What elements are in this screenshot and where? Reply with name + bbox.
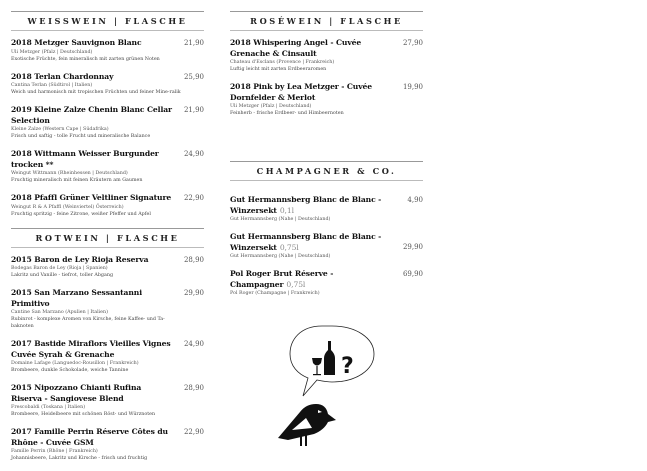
wine-name: 2018 Pink by Lea Metzger - Cuvée Dornfelder & Merlot xyxy=(230,82,372,102)
wine-item xyxy=(11,383,204,418)
wine-name: 2017 Famille Perrin Réserve Côtes du Rhône - Cuvée GSM xyxy=(11,427,168,447)
bird-speech-bubble-graphic xyxy=(270,318,410,451)
wine-price: 24,90 xyxy=(183,340,204,348)
wine-price: 27,90 xyxy=(402,39,423,47)
wine-price: 19,90 xyxy=(402,83,423,91)
rose-section xyxy=(230,11,423,126)
wine-item xyxy=(11,149,204,184)
wine-item xyxy=(11,339,204,374)
wine-producer: Cantine San Marzano (Apulien | Italien) xyxy=(11,310,108,315)
wine-producer: Bodegas Baron de Ley (Rioja | Spanien) xyxy=(11,266,108,271)
wine-description: Brombeere, dunkle Schokolade, weiche Tannine xyxy=(11,368,129,373)
section-header-champagner: CHAMPAGNER & CO. xyxy=(230,161,423,181)
wine-item xyxy=(230,82,423,117)
wine-name: 2018 Wittmann Weisser Burgunder trocken ** xyxy=(11,149,159,169)
champagner-section xyxy=(230,161,423,306)
wine-name: 2015 Baron de Ley Rioja Reserva xyxy=(11,254,149,264)
wine-volume: 0,1l xyxy=(279,205,294,215)
wine-description: Exotische Früchte, fein mineralisch mit zarten grünen Noten xyxy=(11,56,160,62)
question-mark-icon: ? xyxy=(341,354,354,379)
wine-producer: Famille Perrin (Rhône | Frankreich) xyxy=(11,449,98,454)
wine-description: Brombeere, Heidelbeere mit schönen Röst- und Würznoten xyxy=(11,412,156,417)
wine-price: 69,90 xyxy=(402,270,423,278)
wine-item xyxy=(11,105,204,140)
wine-item xyxy=(230,38,423,73)
section-header-rotwein: ROTWEIN | FLASCHE xyxy=(11,228,204,248)
wine-producer: Frescobaldi (Toskana | Italien) xyxy=(11,405,86,410)
wine-name: 2018 Whispering Angel - Cuvée Grenache & Cinsault xyxy=(230,38,362,58)
wine-name: 2019 Kleine Zalze Chenin Blanc Cellar Selection xyxy=(11,105,172,125)
wine-price: 4,90 xyxy=(407,196,423,204)
wine-description: Lakritz und Vanille - tiefrot, toller Abgang xyxy=(11,273,114,278)
wine-name: Gut Hermannsberg Blanc de Blanc - Winzersekt 0,1l xyxy=(230,195,382,215)
wine-name: 2017 Bastide Miraflors Vieilles Vignes Cuvée Syrah & Grenache xyxy=(11,339,171,359)
wine-description: Feinherb - frische Erdbeer- und Himbeernoten xyxy=(230,111,344,116)
wine-item xyxy=(11,72,204,97)
wine-name: Gut Hermannsberg Blanc de Blanc - Winzersekt 0,75l xyxy=(230,232,382,252)
bird-icon xyxy=(270,318,410,451)
wine-item xyxy=(230,269,423,297)
wine-description: Luftig leicht mit zarten Erdbeeraromen xyxy=(230,67,327,72)
wine-description: Rubinrot - komplexe Aromen von Kirsche, feine Kaffee- und Ta-baknoten xyxy=(11,317,165,329)
wine-producer: Weingut Wittmann (Rheinhessen | Deutschland) xyxy=(11,171,128,176)
wine-price: 24,90 xyxy=(183,150,204,158)
wine-description: Weich und harmonisch mit tropischen Früchten und feiner Mine-ralik xyxy=(11,90,181,95)
wine-price: 25,90 xyxy=(183,72,204,81)
wine-producer: Uli Metzger (Pfalz | Deutschland) xyxy=(230,104,312,109)
wine-price: 22,90 xyxy=(183,194,204,202)
wine-price: 29,90 xyxy=(402,243,423,251)
wine-producer: Kleine Zalze (Western Cape | Südafrika) xyxy=(11,127,109,132)
wine-volume: 0,75l xyxy=(279,242,299,252)
wine-producer: Gut Hermannsberg (Nahe | Deutschland) xyxy=(230,217,331,222)
wine-price: 28,90 xyxy=(183,255,204,264)
wine-item xyxy=(11,193,204,218)
wine-producer: Cantina Terlan (Südtirol | Italien) xyxy=(11,83,93,88)
wine-item xyxy=(11,427,204,462)
wine-volume: 0,75l xyxy=(286,279,306,289)
wine-item xyxy=(11,38,204,63)
wine-producer: Pol Roger (Champagne | Frankreich) xyxy=(230,291,320,296)
wine-producer: Gut Hermannsberg (Nahe | Deutschland) xyxy=(230,254,331,259)
left-column xyxy=(11,11,204,471)
section-header-rosewein: ROSÉWEIN | FLASCHE xyxy=(230,11,423,31)
wine-producer: Chateau d'Esclans (Provence | Frankreich) xyxy=(230,60,335,65)
wine-producer: Uli Metzger (Pfalz | Deutschland) xyxy=(11,49,93,55)
wine-item xyxy=(11,288,204,330)
wine-name: Pol Roger Brut Réserve - Champagner 0,75l xyxy=(230,269,334,289)
magpie-bird-icon xyxy=(278,404,336,446)
wine-price: 22,90 xyxy=(183,428,204,436)
wine-price: 29,90 xyxy=(183,289,204,297)
wine-name: 2018 Terlan Chardonnay xyxy=(11,71,114,81)
wine-producer: Domaine Lafage (Languedoc-Rousillon | Frankreich) xyxy=(11,361,139,366)
wine-price: 21,90 xyxy=(183,106,204,114)
section-header-weisswein: WEISSWEIN | FLASCHE xyxy=(11,11,204,31)
wine-item xyxy=(230,195,423,223)
wine-name: 2015 San Marzano Sessantanni Primitivo xyxy=(11,288,142,308)
wine-name: 2015 Nipozzano Chianti Rufina Riserva - Sangiovese Blend xyxy=(11,383,142,403)
wine-producer: Weingut R & A Pfaffl (Weinviertel) Österreich) xyxy=(11,204,124,210)
wine-description: Frisch und saftig - tolle Frucht und mineralische Balance xyxy=(11,134,151,139)
wine-price: 21,90 xyxy=(183,39,204,47)
wine-item xyxy=(11,255,204,280)
wine-name: 2018 Metzger Sauvignon Blanc xyxy=(11,38,142,47)
wine-description: Fruchtig mineralisch mit feinen Kräutern am Gaumen xyxy=(11,178,143,183)
wine-description: Johannisbeere, Lakritz und Kirsche - frisch und fruchtig xyxy=(11,456,148,461)
wine-description: Fruchtig spritzig - feine Zitrone, weißer Pfeffer und Apfel xyxy=(11,211,151,217)
wine-item xyxy=(230,232,423,260)
wine-price: 28,90 xyxy=(183,384,204,392)
wine-name: 2018 Pfaffl Grüner Veltliner Signature xyxy=(11,193,172,202)
